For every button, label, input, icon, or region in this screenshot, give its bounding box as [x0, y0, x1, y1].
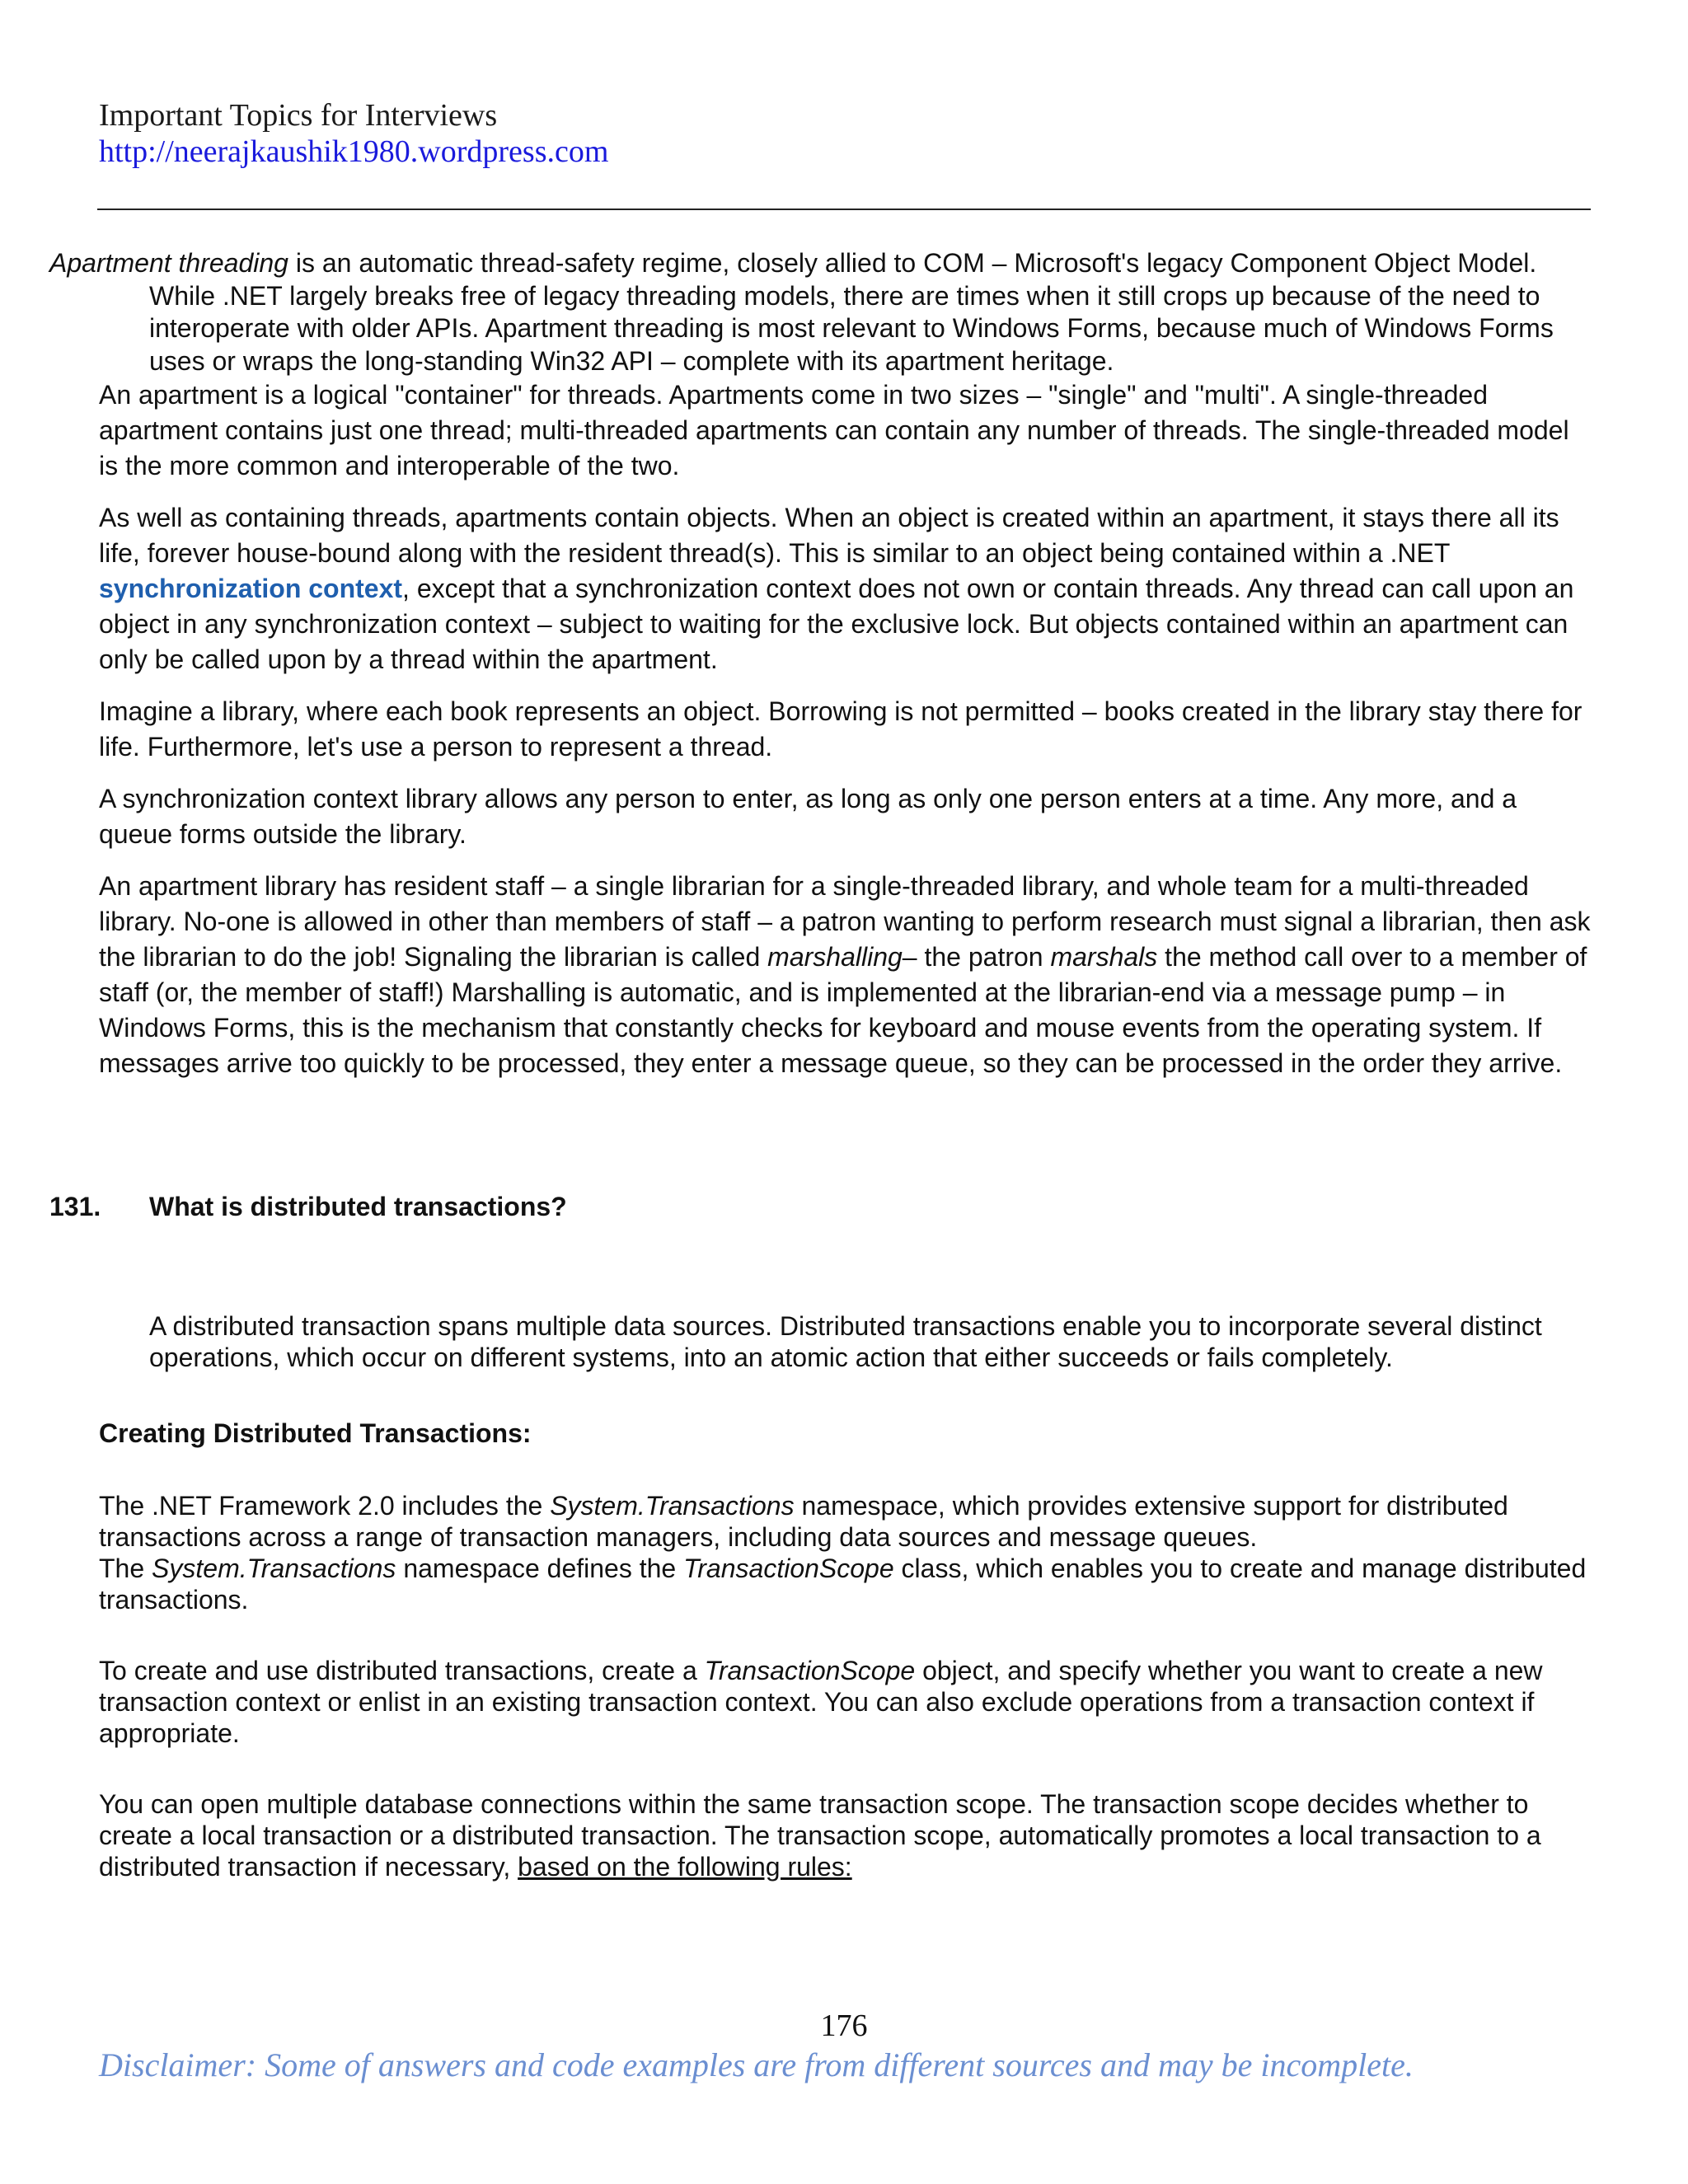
p1-text-e: class, which enables you to create and manage distributed transactions.	[99, 1554, 1587, 1615]
page-header	[99, 97, 608, 170]
p6-text-b: – the patron	[902, 942, 1051, 972]
paragraph-apartment-objects	[99, 500, 1591, 677]
p3-dist-text-a: You can open multiple database connections within the same transaction scope. The transaction scope decides whether to create a local transaction or a distributed transaction. The transaction scope, automatically promotes a local transaction to a distributed transaction if necessary,	[99, 1789, 1541, 1882]
term-system-transactions-2: System.Transactions	[152, 1554, 396, 1583]
p1-text-a: The .NET Framework 2.0 includes the	[99, 1491, 551, 1521]
p6-text-a: An apartment library has resident staff – a single librarian for a single-threaded library, and whole team for a multi-threaded library. No-one is allowed in other than members of staff – a patron wanting to perform research must signal a librarian, then ask the librarian to do the job! Signaling the librarian is called	[99, 871, 1591, 972]
header-url-link[interactable]: http://neerajkaushik1980.wordpress.com	[99, 134, 609, 169]
synchronization-context-link[interactable]: synchronization context	[99, 574, 403, 603]
p1-text-c: The	[99, 1554, 152, 1583]
p2-text-a: To create and use distributed transactions, create a	[99, 1656, 705, 1685]
footer-disclaimer: Disclaimer: Some of answers and code examples are from different sources and may be incomplete.	[99, 2046, 1414, 2083]
intro-text: is an automatic thread-safety regime, closely allied to COM – Microsoft's legacy Component Object Model. While .NET largely breaks free of legacy threading models, there are times when it still crops up because of the need to interoperate with older APIs. Apartment threading is most relevant to Windows Forms, because much of Windows Forms uses or wraps the long-standing Win32 API – complete with its apartment heritage.	[149, 248, 1554, 376]
paragraph-apartment-library	[99, 869, 1591, 1081]
paragraph-apartment-intro	[0, 247, 1596, 377]
p3-text-b: , except that a synchronization context does not own or contain threads. Any thread can call upon an object in any synchronization context – subject to waiting for the exclusive lock. But objects contained within an apartment can only be called upon by a thread within the apartment.	[99, 574, 1574, 674]
term-system-transactions: System.Transactions	[550, 1491, 795, 1521]
p1-text-d: namespace defines the	[396, 1554, 684, 1583]
question-title: What is distributed transactions?	[149, 1192, 567, 1221]
underlined-rules-text: based on the following rules:	[518, 1852, 852, 1882]
paragraph-sync-context-library: A synchronization context library allows any person to enter, as long as only one person enters at a time. Any more, and a queue forms outside the library.	[99, 784, 1517, 849]
question-number: 131.	[49, 1192, 101, 1221]
section-heading-creating: Creating Distributed Transactions:	[99, 1418, 532, 1448]
header-divider	[97, 209, 1591, 210]
page-number: 176	[820, 2008, 868, 2043]
p2-text-b: object, and specify whether you want to create a new transaction context or enlist in an existing transaction context. You can also exclude operations from a transaction context if appropriate.	[99, 1656, 1543, 1748]
paragraph-apartment-container: An apartment is a logical "container" for threads. Apartments come in two sizes – "single" and "multi". A single-threaded apartment contains just one thread; multi-threaded apartments can contain any number of threads. The single-threaded model is the more common and interoperable of the two.	[99, 380, 1569, 480]
paragraph-system-transactions	[99, 1490, 1592, 1615]
p3-text-a: As well as containing threads, apartments contain objects. When an object is created within an apartment, it stays there all its life, forever house-bound along with the resident thread(s). This is similar to an object being contained within a .NET	[99, 503, 1559, 568]
header-title: Important Topics for Interviews	[99, 98, 498, 133]
term-marshalling: marshalling	[767, 942, 903, 972]
p6-text-c: the method call over to a member of staff (or, the member of staff!) Marshalling is automatic, and is implemented at the librarian-end via a message pump – in Windows Forms, this is the mechanism that constantly checks for keyboard and mouse events from the operating system. If messages arrive too quickly to be processed, they enter a message queue, so they can be processed in the order they arrive.	[99, 942, 1587, 1078]
term-transaction-scope: TransactionScope	[683, 1554, 894, 1583]
apartment-section	[0, 247, 1688, 1081]
distributed-section	[0, 1310, 1688, 1882]
term-transaction-scope-2: TransactionScope	[704, 1656, 916, 1685]
question-heading	[49, 1192, 567, 1222]
term-marshals: marshals	[1050, 942, 1158, 972]
paragraph-distributed-intro: A distributed transaction spans multiple data sources. Distributed transactions enable you to incorporate several distinct operations, which occur on different systems, into an atomic action that either succeeds or fails completely.	[149, 1311, 1542, 1372]
paragraph-multiple-connections	[99, 1788, 1592, 1882]
term-apartment-threading: Apartment threading	[49, 248, 288, 278]
p1-text-b: namespace, which provides extensive support for distributed transactions across a range of transaction managers, including data sources and message queues.	[99, 1491, 1508, 1552]
paragraph-create-transactions	[99, 1655, 1592, 1749]
paragraph-library-analogy: Imagine a library, where each book represents an object. Borrowing is not permitted – books created in the library stay there for life. Furthermore, let's use a person to represent a thread.	[99, 696, 1582, 762]
